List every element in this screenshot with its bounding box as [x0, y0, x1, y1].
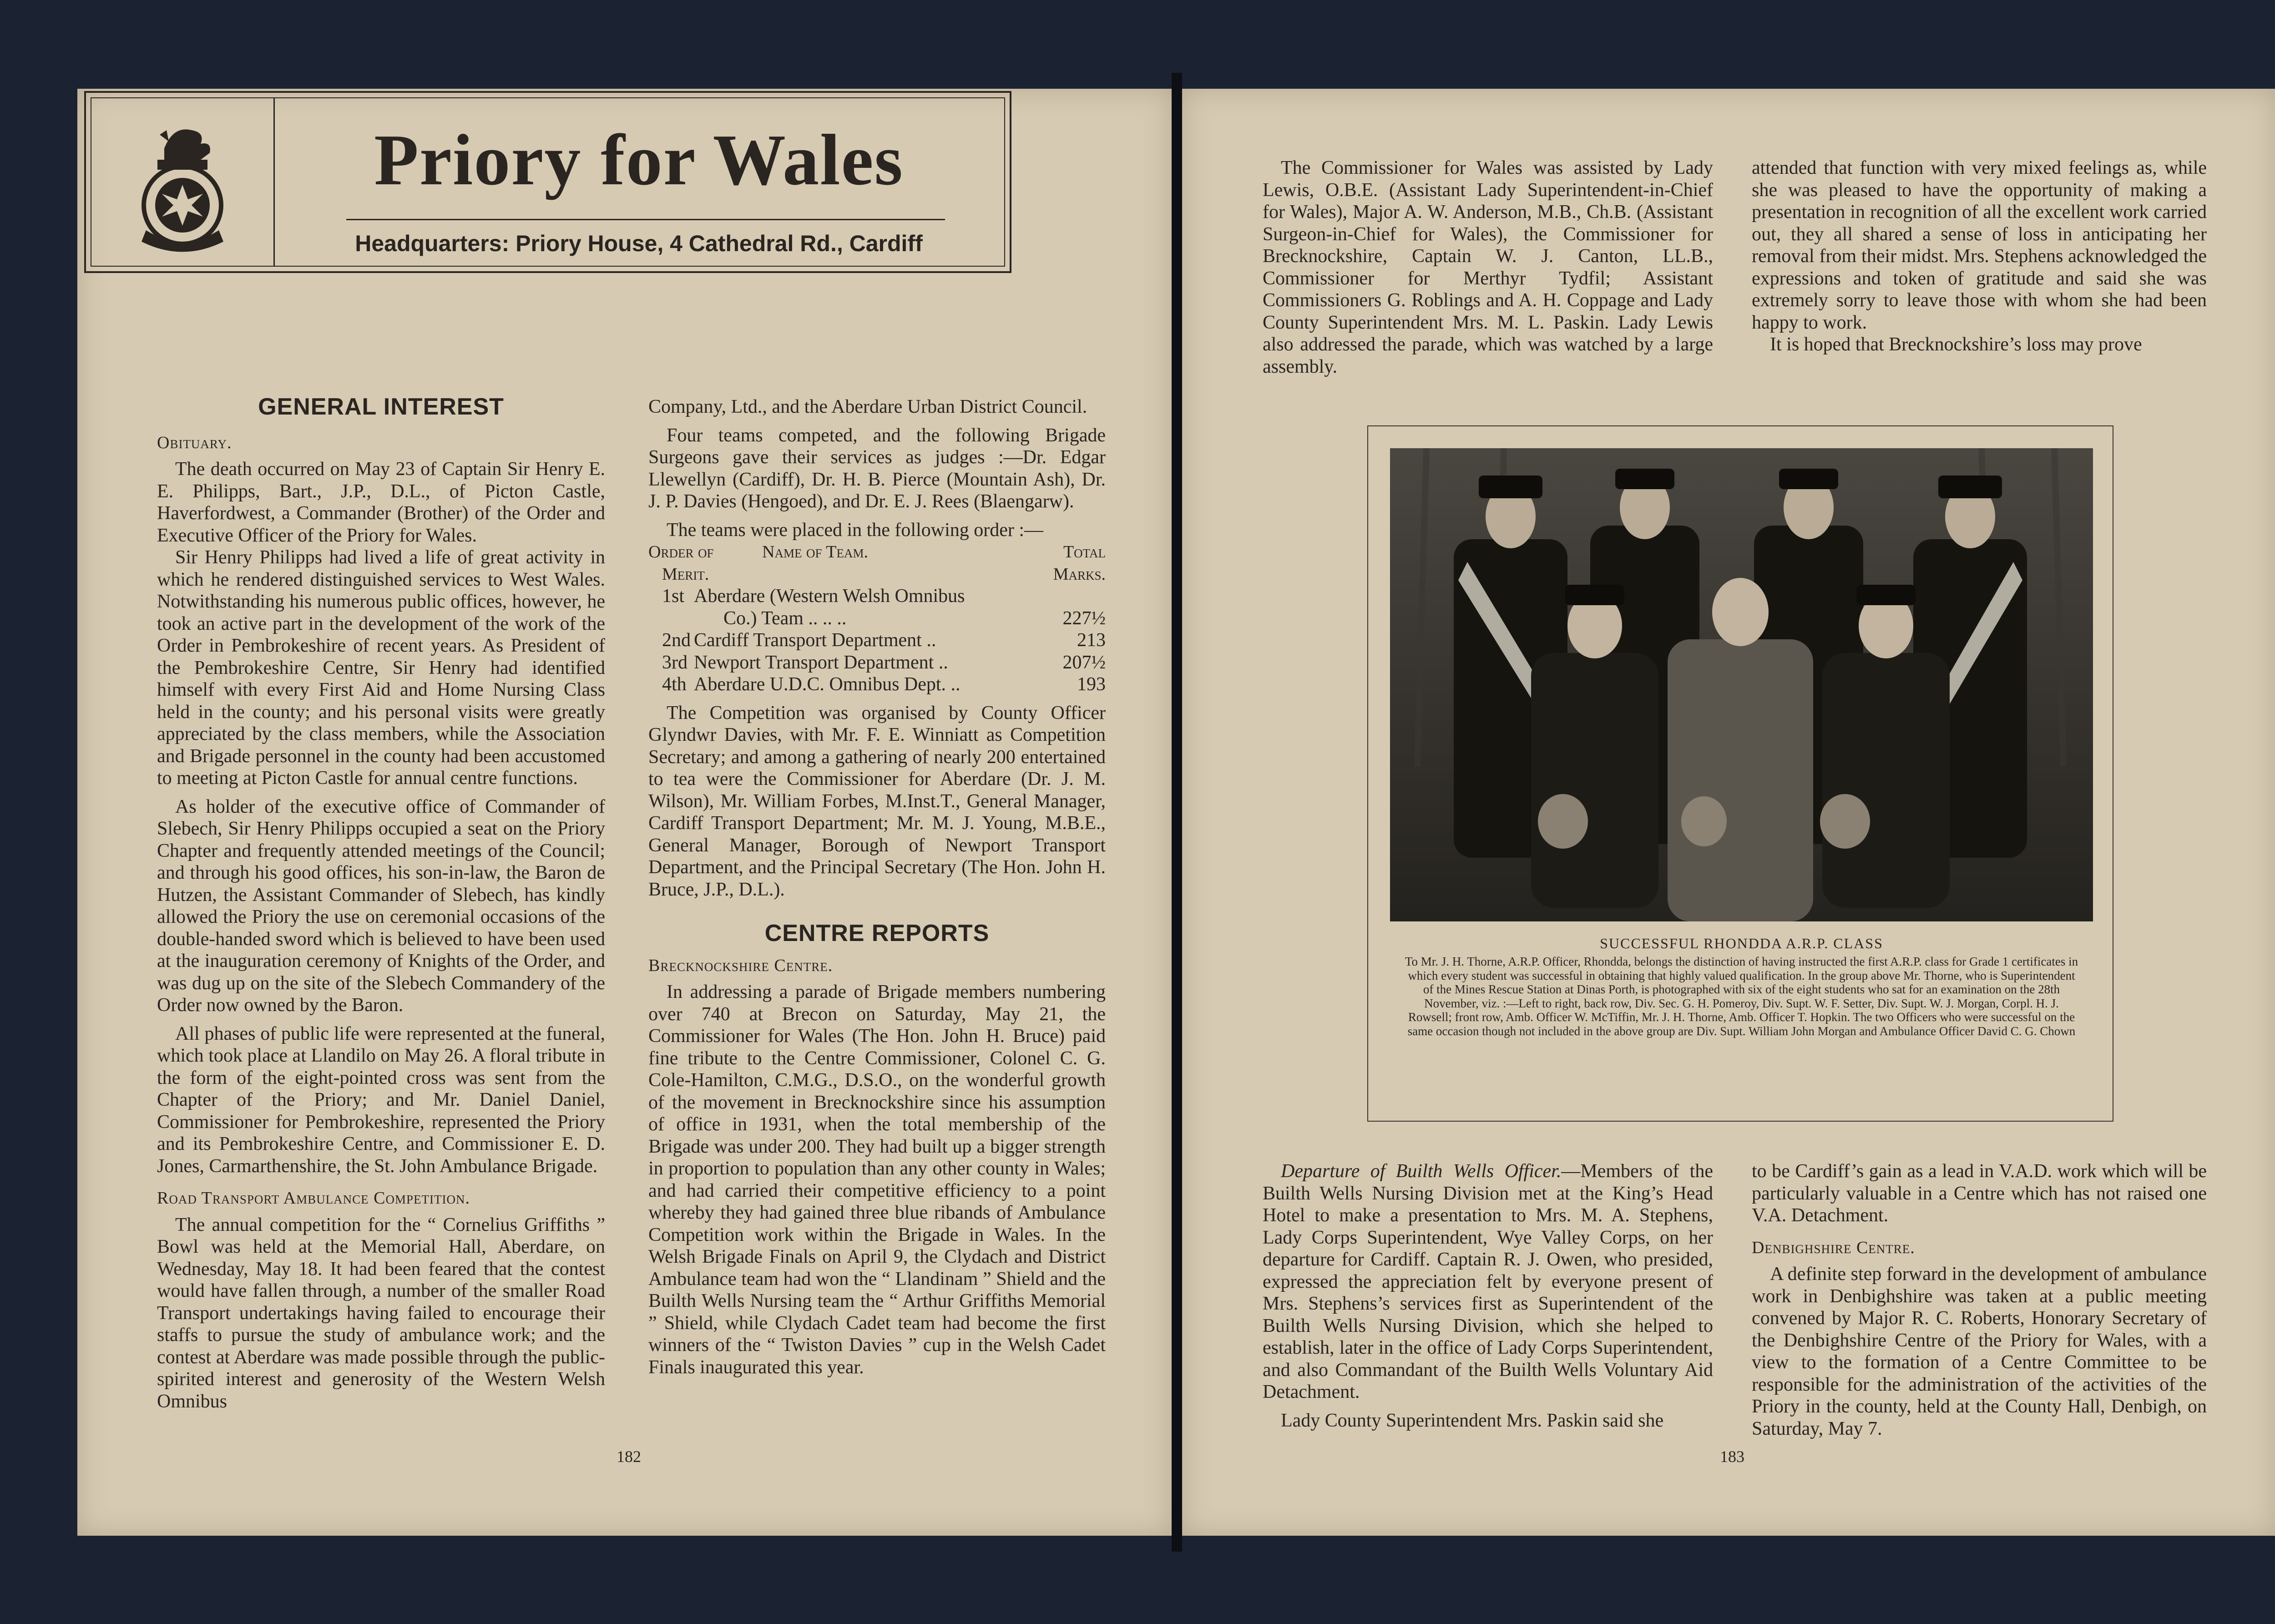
photo-caption-title: SUCCESSFUL RHONDDA A.R.P. CLASS	[1600, 935, 1883, 951]
table-header-total: Total	[1063, 542, 1106, 562]
table-header-merit: Merit.	[662, 564, 709, 584]
subhead-denbighshire: Denbighshire Centre.	[1752, 1238, 1915, 1257]
paragraph: In addressing a parade of Brigade members numbering over 740 at Brecon on Saturday, May 21, the Commissioner for Wales (The Hon. John H. Bruce) paid fine tribute to the Centre Commissioner, Colonel C. G. Cole-Hamilton, C.M.G., D.S.O., on the wonderful growth of the movement in Brecknockshire since his assumption of office in 1931, when the total membership of the Brigade was under 200. They had built up a bigger strength in proportion to population than any other county in Wales; and had carried their competitive efficiency to a point whereby they had gained three blue ribands of Ambulance Competition work within the Brigade in Wales. In the Welsh Brigade Finals on April 9, the Clydach and District Ambulance team had won the “ Llandinam ” Shield and the Builth Wells Nursing team the “ Arthur Griffiths Memorial ” Shield, while Clydach Cadet team had become the first winners of the “ Twiston Davies ” cup in the Welsh Cadet Finals inaugurated this year.	[648, 981, 1106, 1378]
table-cell-team: Aberdare (Western Welsh Omnibus	[694, 586, 965, 607]
crest-cell	[91, 98, 275, 266]
page-number-right: 183	[1720, 1447, 1744, 1466]
paragraph: A definite step forward in the development of ambulance work in Denbighshire was taken at a public meeting convened by Major R. C. Roberts, Honorary Secretary of the Denbighshire Centre of the Priory for Wales, with a view to the formation of a Centre Committee to be responsible for the administration of the activities of the Priory in the county, held at the County Hall, Denbigh, on Saturday, May 7.	[1752, 1264, 2207, 1439]
paragraph: Company, Ltd., and the Aberdare Urban District Council.	[648, 396, 1087, 417]
table-cell-marks: 193	[1077, 674, 1106, 695]
paragraph: to be Cardiff’s gain as a lead in V.A.D. work which will be particularly valuable in a Centre which has not raised one V.A. Detachment.	[1752, 1161, 2207, 1226]
table-cell-marks: 207½	[1062, 652, 1106, 673]
paragraph: The Competition was organised by County Officer Glyndwr Davies, with Mr. F. E. Winniatt as Competition Secretary; and among a gathering of nearly 200 entertained to tea were the Commissioner for Aberdare (Dr. J. M. Wilson), Mr. William Forbes, M.Inst.T., General Manager, Cardiff Transport Department; Mr. M. J. Young, M.B.E., General Manager, Borough of Newport Transport Department, and the Principal Secretary (The Hon. John H. Bruce, J.P., D.L.).	[648, 702, 1106, 900]
right-bottom-column-2	[1752, 1160, 2207, 1440]
table-row	[648, 585, 1106, 607]
book-spine	[1172, 73, 1182, 1552]
section-heading-centre-reports: CENTRE REPORTS	[764, 920, 990, 946]
paragraph: Four teams competed, and the following Brigade Surgeons gave their services as judges :—Dr. Edgar Llewellyn (Cardiff), Dr. H. B. Pierce (Mountain Ash), Dr. J. P. Davies (Hengoed), and Dr. E. J. Rees (Blaengarw).	[648, 425, 1106, 512]
table-cell-rank: 1st	[662, 586, 685, 607]
table-cell-team: Aberdare U.D.C. Omnibus Dept. ..	[694, 674, 961, 695]
left-column-1	[157, 396, 605, 1412]
paragraph	[1263, 1160, 1713, 1403]
table-cell-rank: 3rd	[662, 652, 688, 673]
st-john-crest-icon	[132, 116, 233, 258]
paragraph: Lady County Superintendent Mrs. Paskin said she	[1281, 1410, 1664, 1431]
table-header-row	[648, 563, 1106, 586]
header-inner-frame	[91, 97, 1005, 267]
paragraph: attended that function with very mixed feelings as, while she was pleased to have the opportunity of making a presentation in recognition of all the excellent work carried out, they all shared a sense of loss in anticipating her removal from their midst. Mrs. Stephens acknowledged the expressions and token of gratitude and said she was extremely sorry to leave those with whom she had been happy to work.	[1752, 157, 2207, 333]
paragraph-text: —Members of the Builth Wells Nursing Division met at the King’s Head Hotel to make a presentation to Mrs. M. A. Stephens, Lady Corps Superintendent, Wye Valley Corps, on her departure for Cardiff. Captain R. J. Owen, who presided, expressed the appreciation felt by everyone present of Mrs. Stephens’s services first as Superintendent of the Builth Wells Nursing Division, which she helped to establish, later in the office of Lady Corps Superintendent, and also Commandant of the Builth Wells Voluntary Aid Detachment.	[1263, 1161, 1713, 1402]
results-table	[648, 541, 1106, 696]
table-cell-rank: 4th	[662, 674, 687, 695]
photo-caption-text: To Mr. J. H. Thorne, A.R.P. Officer, Rhondda, belongs the distinction of having instructed the first A.R.P. class for Grade 1 certificates in which every student was successful in obtaining that highly valued qualification. In the group above Mr. Thorne, who is Superintendent of the Mines Rescue Station at Dinas Porth, is photographed with six of the eight students who sat for an examination on the 28th November, viz. :—Left to right, back row, Div. Sec. G. H. Pomeroy, Div. Supt. W. F. Setter, Div. Supt. W. J. Morgan, Corpl. H. J. Rowsell; front row, Amb. Officer W. McTiffin, Mr. J. H. Thorne, Amb. Officer T. Hopkin. The two Officers who were successful on the same occasion though not included in the above group are Div. Supt. William John Morgan and Ambulance Officer David C. G. Chown	[1405, 955, 2078, 1038]
header-subtitle: Headquarters: Priory House, 4 Cathedral Rd., Cardiff	[355, 231, 923, 256]
paragraph: The annual competition for the “ Cornelius Griffiths ” Bowl was held at the Memorial Hall, Aberdare, on Wednesday, May 18. It had been feared that the contest would have fallen through, a number of the smaller Road Transport undertakings having failed to encourage their staffs to pursue the study of ambulance work; and the contest at Aberdare was made possible through the public-spirited interest and generosity of the Western Welsh Omnibus	[157, 1214, 605, 1412]
table-header-name: Name of Team.	[762, 542, 868, 562]
subhead-road-transport: Road Transport Ambulance Competition.	[157, 1189, 470, 1208]
table-row	[648, 673, 1106, 696]
paragraph: Sir Henry Philipps had lived a life of great activity in which he rendered distinguished services to West Wales. Notwithstanding his numerous public offices, however, he took an active part in the development of the work of the Order in Pembrokeshire of recent years. As President of the Pembrokeshire Centre, Sir Henry had identified himself with every First Aid and Home Nursing Class held in the county; and his personal visits were greatly appreciated by the class members, while the Association and Brigade personnel in the county had been accustomed to meeting at Picton Castle for annual centre functions.	[157, 547, 605, 789]
table-header-row	[648, 541, 1106, 563]
table-cell-team: Newport Transport Department ..	[694, 652, 948, 673]
table-cell-marks: 227½	[1062, 607, 1106, 629]
paragraph: All phases of public life were represented at the funeral, which took place at Llandilo on May 26. A floral tribute in the form of the eight-pointed cross was sent from the Chapter of the Priory; and Mr. Daniel Daniel, Commissioner for Pembrokeshire, represented the Priory and its Pembrokeshire Centre, and Commissioner E. D. Jones, Carmarthenshire, the St. John Ambulance Brigade.	[157, 1023, 605, 1177]
table-cell-team: Co.) Team .. .. ..	[723, 607, 847, 629]
paragraph: As holder of the executive office of Commander of Slebech, Sir Henry Philipps occupied a seat on the Priory Chapter and frequently attended meetings of the Council; and through his good offices, his son-in-law, the Baron de Hutzen, the Assistant Commander of Slebech, has kindly allowed the Priory the use on ceremonial occasions of the double-handed sword which is believed to have been used at the inauguration ceremony of Knights of the Order, and was dug up on the site of the Slebech Commandery of the Order now owned by the Baron.	[157, 796, 605, 1016]
header-box	[84, 91, 1011, 273]
table-row	[648, 607, 1106, 630]
table-cell-marks: 213	[1077, 630, 1106, 651]
subhead-obituary: Obituary.	[157, 433, 232, 452]
group-photo-image	[1390, 448, 2093, 921]
table-cell-team: Cardiff Transport Department ..	[694, 630, 936, 651]
right-top-column-1	[1263, 157, 1713, 378]
group-photograph	[1390, 448, 2093, 921]
table-header-marks: Marks.	[1053, 564, 1106, 584]
italic-lead: Departure of Builth Wells Officer.	[1281, 1161, 1562, 1182]
paragraph: The teams were placed in the following order :—	[667, 519, 1044, 541]
page-title: Priory for Wales	[374, 119, 904, 200]
section-heading-general-interest: GENERAL INTEREST	[258, 394, 504, 420]
page-number-left: 182	[617, 1447, 641, 1466]
right-top-column-2	[1752, 157, 2207, 356]
paragraph: It is hoped that Brecknockshire’s loss may prove	[1770, 334, 2142, 355]
left-column-2	[648, 396, 1106, 1378]
table-header-order: Order of	[648, 542, 714, 562]
paragraph: The Commissioner for Wales was assisted by Lady Lewis, O.B.E. (Assistant Lady Superintendent-in-Chief for Wales), Major A. W. Anderson, M.B., Ch.B. (Assistant Surgeon-in-Chief for Wales), the Commissioner for Brecknockshire, Captain W. J. Canton, LL.B., Commissioner for Merthyr Tydfil; Assistant Commissioners G. Roblings and A. H. Coppage and Lady County Superintendent Mrs. M. L. Paskin. Lady Lewis also addressed the parade, which was watched by a large assembly.	[1263, 157, 1713, 377]
table-row	[648, 629, 1106, 652]
paragraph: The death occurred on May 23 of Captain Sir Henry E. E. Philipps, Bart., J.P., D.L., of Picton Castle, Haverfordwest, a Commander (Brother) of the Order and Executive Officer of the Priory for Wales.	[157, 459, 605, 546]
header-rule	[346, 219, 945, 220]
subhead-brecknockshire: Brecknockshire Centre.	[648, 956, 833, 975]
right-bottom-column-1	[1263, 1160, 1713, 1432]
table-cell-rank: 2nd	[662, 630, 691, 651]
table-row	[648, 652, 1106, 674]
